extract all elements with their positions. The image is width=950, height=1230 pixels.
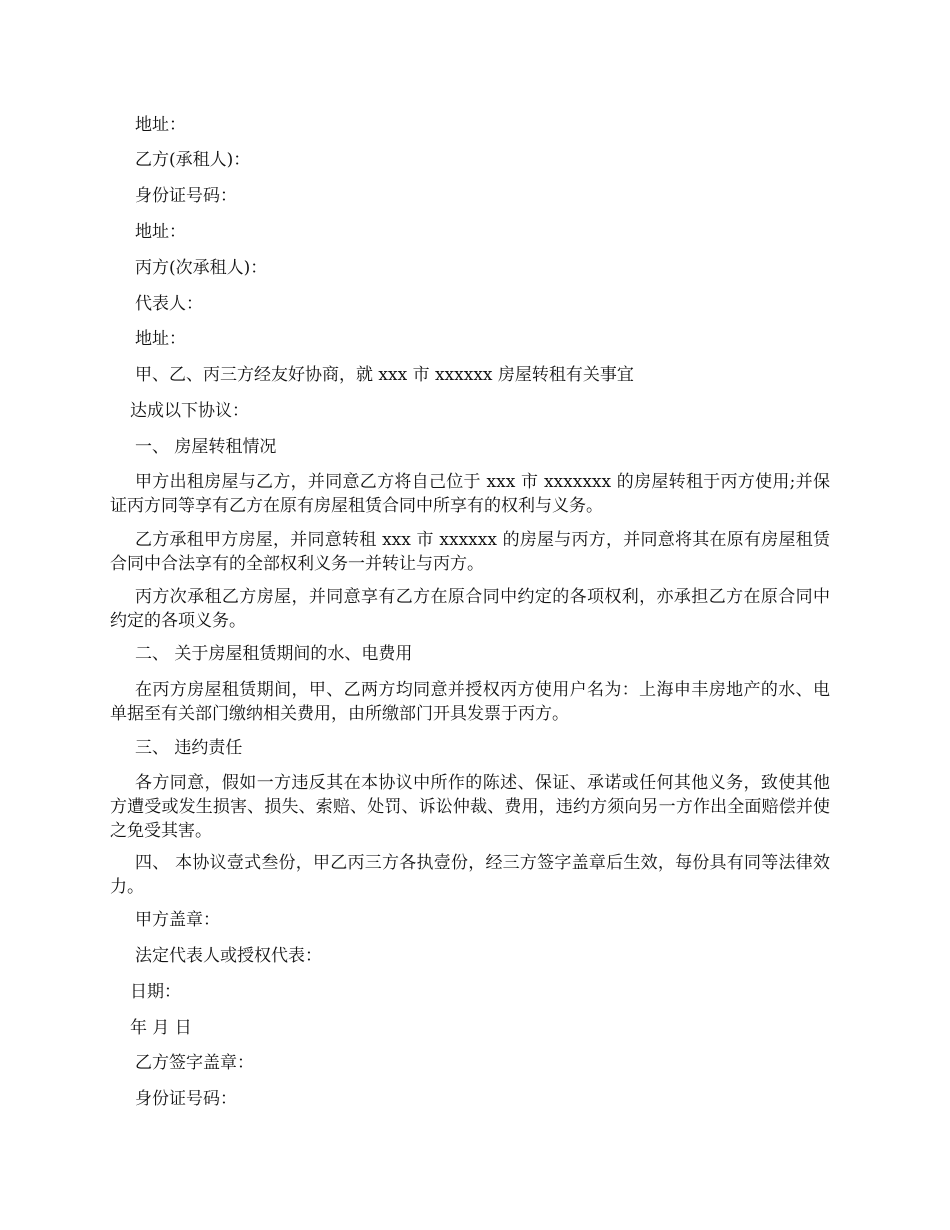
- section-1-paragraph-1: 甲方出租房屋与乙方，并同意乙方将自己位于 xxx 市 xxxxxxx 的房屋转租于丙方使用;并保证丙方同等享有乙方在原有房屋租赁合同中所享有的权利与义务。: [110, 472, 830, 516]
- legal-representative-label: 法定代表人或授权代表：: [135, 946, 322, 966]
- date-label: 日期：: [130, 982, 181, 1002]
- section-2-paragraph-1: 在丙方房屋租赁期间，甲、乙两方均同意并授权丙方使用户名为：上海申丰房地产的水、电单据至有关部门缴纳相关费用，由所缴部门开具发票于丙方。: [110, 680, 830, 724]
- party-b-id-label: 身份证号码：: [135, 186, 237, 206]
- section-4-paragraph-1: 四、 本协议壹式叁份，甲乙丙三方各执壹份，经三方签字盖章后生效，每份具有同等法律效力。: [110, 853, 830, 897]
- party-c-representative-label: 代表人：: [135, 294, 203, 314]
- party-b-address-label: 地址：: [135, 222, 186, 242]
- party-c-title: 丙方(次承租人)：: [135, 258, 268, 278]
- party-b-id-signature-label: 身份证号码：: [135, 1089, 237, 1109]
- intro-line-2: 达成以下协议：: [130, 401, 249, 421]
- party-b-title: 乙方(承租人)：: [135, 150, 251, 170]
- section-1-paragraph-3: 丙方次承租乙方房屋，并同意享有乙方在原合同中约定的各项权利，亦承担乙方在原合同中约定的各项义务。: [110, 587, 830, 631]
- date-blank: 年 月 日: [130, 1018, 192, 1038]
- intro-line-1: 甲、乙、丙三方经友好协商，就 xxx 市 xxxxxx 房屋转租有关事宜: [135, 365, 634, 385]
- section-3-heading: 三、 违约责任: [135, 738, 243, 758]
- section-3-paragraph-1: 各方同意，假如一方违反其在本协议中所作的陈述、保证、承诺或任何其他义务，致使其他方遭受或发生损害、损失、索赔、处罚、诉讼仲裁、费用，违约方须向另一方作出全面赔偿并使之免受其害。: [110, 773, 830, 841]
- section-2-heading: 二、 关于房屋租赁期间的水、电费用: [135, 644, 413, 664]
- party-a-address-label: 地址：: [135, 115, 186, 135]
- party-c-address-label: 地址：: [135, 329, 186, 349]
- party-a-seal-label: 甲方盖章：: [135, 910, 220, 930]
- party-b-seal-label: 乙方签字盖章：: [135, 1053, 254, 1073]
- section-1-paragraph-2: 乙方承租甲方房屋，并同意转租 xxx 市 xxxxxx 的房屋与丙方，并同意将其在原有房屋租赁合同中合法享有的全部权利义务一并转让与丙方。: [110, 530, 830, 574]
- section-1-heading: 一、 房屋转租情况: [135, 437, 277, 457]
